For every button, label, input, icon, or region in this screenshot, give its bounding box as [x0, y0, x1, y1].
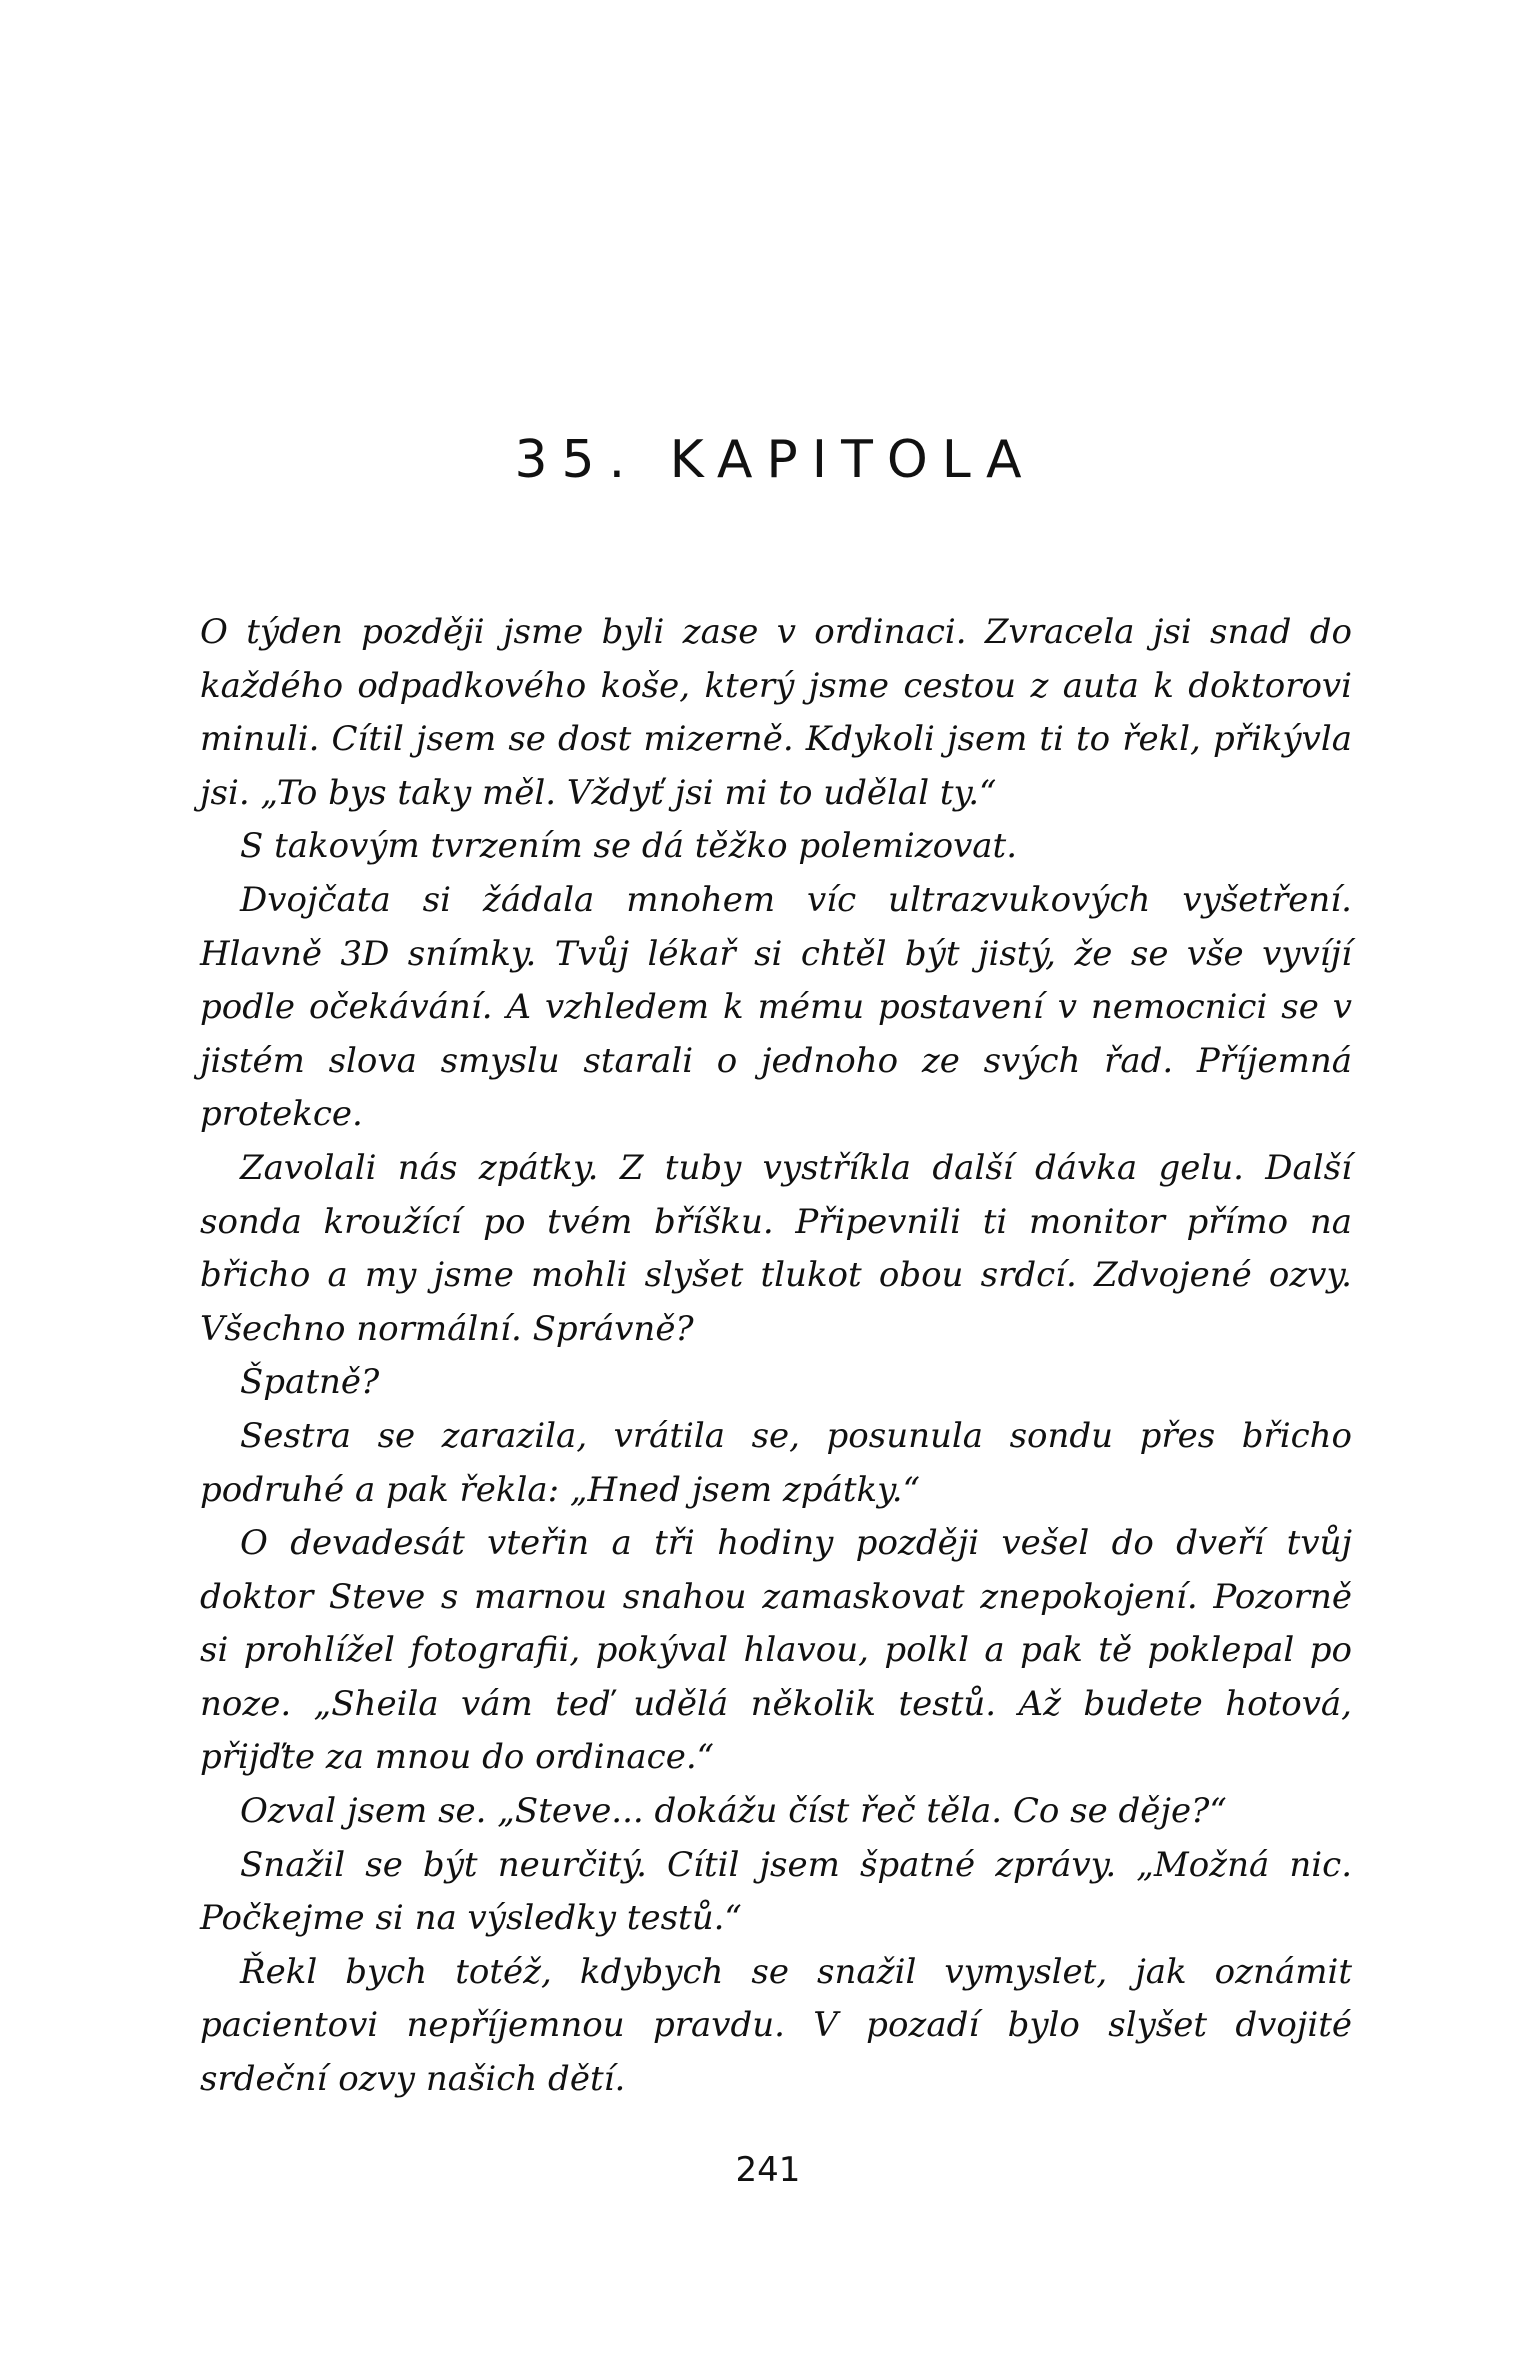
- paragraph: Sestra se zarazila, vrátila se, posunula sondu přes břicho podruhé a pak řekla: „Hned jsem zpátky.“: [200, 1415, 1352, 1510]
- paragraph: Špatně?: [240, 1362, 380, 1403]
- paragraph: Ozval jsem se. „Steve... dokážu číst řeč těla. Co se děje?“: [240, 1791, 1227, 1832]
- paragraph: Snažil se být neurčitý. Cítil jsem špatné zprávy. „Možná nic. Počkejme si na výsledky testů.“: [200, 1844, 1352, 1939]
- body-text: [200, 606, 1352, 2107]
- paragraph: Zavolali nás zpátky. Z tuby vystříkla další dávka gelu. Další sonda kroužící po tvém bříšku. Připevnili ti monitor přímo na břicho a my jsme mohli slyšet tlukot obou srdcí. Zdvojené ozvy. Všechno normální. Správně?: [200, 1147, 1352, 1349]
- page-number: 241: [735, 2150, 801, 2190]
- paragraph: S takovým tvrzením se dá těžko polemizovat.: [240, 826, 1018, 867]
- paragraph: O devadesát vteřin a tři hodiny později vešel do dveří tvůj doktor Steve s marnou snahou zamaskovat znepokojení. Pozorně si prohlížel fotografii, pokýval hlavou, polkl a pak tě poklepal po noze. „Sheila vám teď udělá několik testů. Až budete hotová, přijďte za mnou do ordinace.“: [200, 1523, 1352, 1778]
- chapter-title: 35. KAPITOLA: [514, 430, 1036, 490]
- paragraph: Dvojčata si žádala mnohem víc ultrazvukových vyšetření. Hlavně 3D snímky. Tvůj lékař si chtěl být jistý, že se vše vyvíjí podle očekávání. A vzhledem k mému postavení v nemocnici se v jistém slova smyslu starali o jednoho ze svých řad. Příjemná protekce.: [200, 879, 1352, 1135]
- paragraph: O týden později jsme byli zase v ordinaci. Zvracela jsi snad do každého odpadkového koše, který jsme cestou z auta k doktorovi minuli. Cítil jsem se dost mizerně. Kdykoli jsem ti to řekl, přikývla jsi. „To bys taky měl. Vždyť jsi mi to udělal ty.“: [200, 612, 1352, 813]
- paragraph: Řekl bych totéž, kdybych se snažil vymyslet, jak oznámit pacientovi nepříjemnou pravdu. V pozadí bylo slyšet dvojité srdeční ozvy našich dětí.: [200, 1951, 1352, 2100]
